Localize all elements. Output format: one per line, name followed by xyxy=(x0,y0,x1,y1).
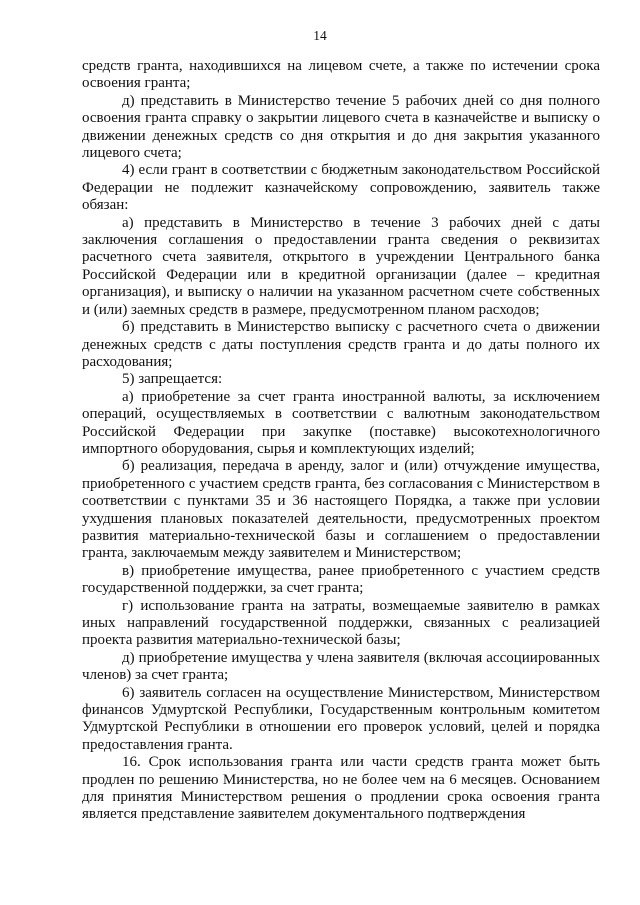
paragraph-item-6-consent: 6) заявитель согласен на осуществление Министерством, Министерством финансов Удмуртской Республики, Государственным контрольным комитетом Удмуртской Республики в отношении его проверок условий, целей и порядка предоставления гранта. xyxy=(82,684,600,753)
paragraph-item-5-prohibited: 5) запрещается: xyxy=(122,371,223,388)
paragraph-continuation: средств гранта, находившихся на лицевом счете, а также по истечении срока освоения гранта; xyxy=(82,58,600,92)
paragraph-item-4-obligations: 4) если грант в соответствии с бюджетным законодательством Российской Федерации не подлежит казначейскому сопровождению, заявитель также обязан: xyxy=(82,162,600,214)
document-body xyxy=(82,58,600,824)
paragraph-item-b-property-disposal: б) реализация, передача в аренду, залог и (или) отчуждение имущества, приобретенного с участием средств гранта, без согласования с Министерством в соответствии с пунктами 35 и 36 настоящего Порядка, а также при условии ухудшения плановых показателей деятельности, предусмотренных проектом развития материально-технической базы и соглашением о предоставлении гранта, заключаемым между заявителем и Министерством; xyxy=(82,458,600,562)
page-number: 14 xyxy=(313,28,327,43)
paragraph-item-v-previous-property: в) приобретение имущества, ранее приобретенного с участием средств государственной поддержки, за счет гранта; xyxy=(82,562,600,597)
paragraph-item-a-bank-details: а) представить в Министерство в течение 3 рабочих дней с даты заключения соглашения о предоставлении гранта сведения о реквизитах расчетного счета заявителя, открытого в учреждении Центрального банка Российской Федерации или в кредитной организации (далее – кредитная организация), и выписку о наличии на указанном расчетном счете собственных и (или) заемных средств в размере, предусмотренном планом расходов; xyxy=(82,214,600,318)
paragraph-section-16: 16. Срок использования гранта или части средств гранта может быть продлен по решению Министерства, но не более чем на 6 месяцев. Основанием для принятия Министерством решения о продлении срока освоения гранта является представление заявителем документального подтверждения xyxy=(82,754,600,823)
paragraph-item-g-expenses: г) использование гранта на затраты, возмещаемые заявителю в рамках иных направлений государственной поддержки, связанных с реализацией проекта развития материально-технической базы; xyxy=(82,597,600,649)
paragraph-item-b-statement: б) представить в Министерство выписку с расчетного счета о движении денежных средств с даты поступления средств гранта и до даты полного их расходования; xyxy=(82,319,600,370)
paragraph-item-d-member-property: д) приобретение имущества у члена заявителя (включая ассоциированных членов) за счет гранта; xyxy=(82,649,600,684)
paragraph-item-a-currency: а) приобретение за счет гранта иностранной валюты, за исключением операций, осуществляемых в соответствии с валютным законодательством Российской Федерации при закупке (поставке) высокотехнологичного импортного оборудования, сырья и комплектующих изделий; xyxy=(82,388,600,457)
paragraph-item-d-certificate: д) представить в Министерство течение 5 рабочих дней со дня полного освоения гранта справку о закрытии лицевого счета в казначействе и выписку о движении денежных средств со дня открытия и до дня закрытия указанного лицевого счета; xyxy=(82,92,600,162)
